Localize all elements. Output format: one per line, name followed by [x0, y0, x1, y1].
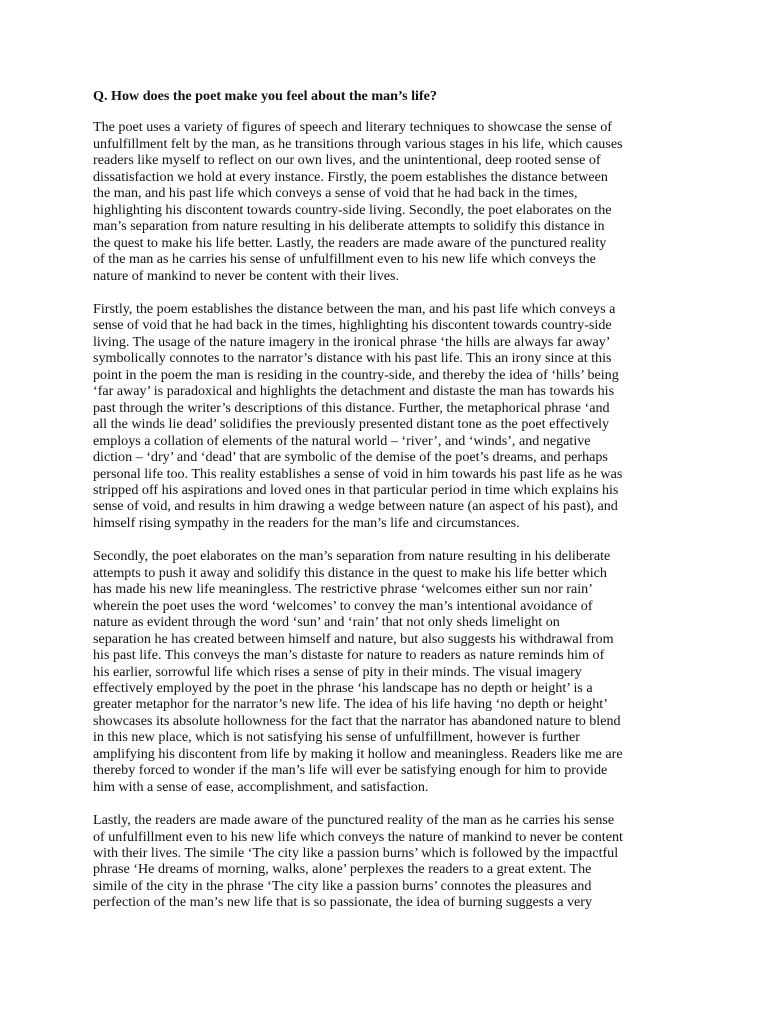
text-line: Secondly, the poet elaborates on the man’s separation from nature resulting in his deliberate	[93, 548, 611, 565]
text-line: attempts to push it away and solidify this distance in the quest to make his life better which	[93, 564, 607, 581]
text-line: his past life. This conveys the man’s distaste for nature to readers as nature reminds him of	[93, 647, 605, 664]
paragraph-4	[93, 812, 685, 911]
text-line: stripped off his aspirations and loved ones in that particular period in time which explains his	[93, 481, 619, 498]
text-line: the quest to make his life better. Lastly, the readers are made aware of the punctured reality	[93, 234, 607, 251]
essay-body	[93, 119, 685, 910]
text-line: nature as evident through the word ‘sun’ and ‘rain’ that not only sheds limelight on	[93, 614, 560, 631]
document-page	[93, 88, 685, 928]
text-line: himself rising sympathy in the readers for the man’s life and circumstances.	[93, 514, 520, 531]
text-line: sense of void, and results in him drawing a wedge between nature (an aspect of his past), and	[93, 498, 618, 515]
text-line: phrase ‘He dreams of morning, walks, alone’ perplexes the readers to a great extent. The	[93, 861, 592, 878]
text-line: symbolically connotes to the narrator’s distance with his past life. This an irony since at this	[93, 350, 612, 367]
text-line: readers like myself to reflect on our own lives, and the unintentional, deep rooted sense of	[93, 152, 601, 169]
text-line: man’s separation from nature resulting in his deliberate attempts to solidify this distance in	[93, 218, 605, 235]
text-line: his earlier, sorrowful life which rises a sense of pity in their minds. The visual imagery	[93, 663, 582, 680]
text-line: effectively employed by the poet in the phrase ‘his landscape has no depth or height’ is a	[93, 679, 593, 696]
text-line: thereby forced to wonder if the man’s life will ever be satisfying enough for him to provide	[93, 762, 608, 779]
text-line: living. The usage of the nature imagery in the ironical phrase ‘the hills are always far away’	[93, 333, 611, 350]
text-line: wherein the poet uses the word ‘welcomes’ to convey the man’s intentional avoidance of	[93, 597, 593, 614]
paragraph-1	[93, 119, 685, 284]
paragraph-3	[93, 548, 685, 795]
text-line: greater metaphor for the narrator’s new life. The idea of his life having ‘no depth or height’	[93, 696, 608, 713]
text-line: perfection of the man’s new life that is so passionate, the idea of burning suggests a very	[93, 894, 593, 911]
text-line: dissatisfaction we hold at every instance. Firstly, the poem establishes the distance between	[93, 168, 608, 185]
text-line: separation he has created between himself and nature, but also suggests his withdrawal from	[93, 630, 614, 647]
text-line: has made his new life meaningless. The restrictive phrase ‘welcomes either sun nor rain’	[93, 581, 593, 598]
text-line: employs a collation of elements of the natural world – ‘river’, and ‘winds’, and negative	[93, 432, 591, 449]
text-line: nature of mankind to never be content with their lives.	[93, 267, 400, 284]
paragraph-2	[93, 301, 685, 531]
text-line: him with a sense of ease, accomplishment, and satisfaction.	[93, 778, 429, 795]
text-line: all the winds lie dead’ solidifies the previously presented distant tone as the poet effectively	[93, 416, 610, 433]
text-line: sense of void that he had back in the times, highlighting his discontent towards country-side	[93, 317, 612, 334]
text-line: diction – ‘dry’ and ‘dead’ that are symbolic of the demise of the poet’s dreams, and perhaps	[93, 449, 608, 466]
text-line: highlighting his discontent towards country-side living. Secondly, the poet elaborates on the	[93, 201, 612, 218]
text-line: personal life too. This reality establishes a sense of void in him towards his past life as he was	[93, 465, 623, 482]
text-line: simile of the city in the phrase ‘The city like a passion burns’ connotes the pleasures and	[93, 877, 592, 894]
text-line: in this new place, which is not satisfying his sense of unfulfillment, however is further	[93, 729, 580, 746]
question-heading: Q. How does the poet make you feel about the man’s life?	[93, 88, 437, 104]
text-line: point in the poem the man is residing in the country-side, and thereby the idea of ‘hills’ being	[93, 366, 619, 383]
text-line: amplifying his discontent from life by making it hollow and meaningless. Readers like me are	[93, 745, 623, 762]
text-line: of unfulfillment even to his new life which conveys the nature of mankind to never be content	[93, 828, 623, 845]
text-line: of the man as he carries his sense of unfulfillment even to his new life which conveys the	[93, 251, 596, 268]
text-line: Firstly, the poem establishes the distance between the man, and his past life which conveys a	[93, 300, 616, 317]
text-line: ‘far away’ is paradoxical and highlights the detachment and distaste the man has towards his	[93, 383, 615, 400]
text-line: The poet uses a variety of figures of speech and literary techniques to showcase the sense of	[93, 119, 612, 136]
text-line: unfulfillment felt by the man, as he transitions through various stages in his life, which causes	[93, 135, 623, 152]
text-line: showcases its absolute hollowness for the fact that the narrator has abandoned nature to blend	[93, 712, 621, 729]
text-line: past through the writer’s descriptions of this distance. Further, the metaphorical phrase ‘and	[93, 399, 610, 416]
text-line: with their lives. The simile ‘The city like a passion burns’ which is followed by the impactful	[93, 845, 619, 862]
text-line: Lastly, the readers are made aware of the punctured reality of the man as he carries his sense	[93, 812, 615, 829]
text-line: the man, and his past life which conveys a sense of void that he had back in the times,	[93, 185, 578, 202]
